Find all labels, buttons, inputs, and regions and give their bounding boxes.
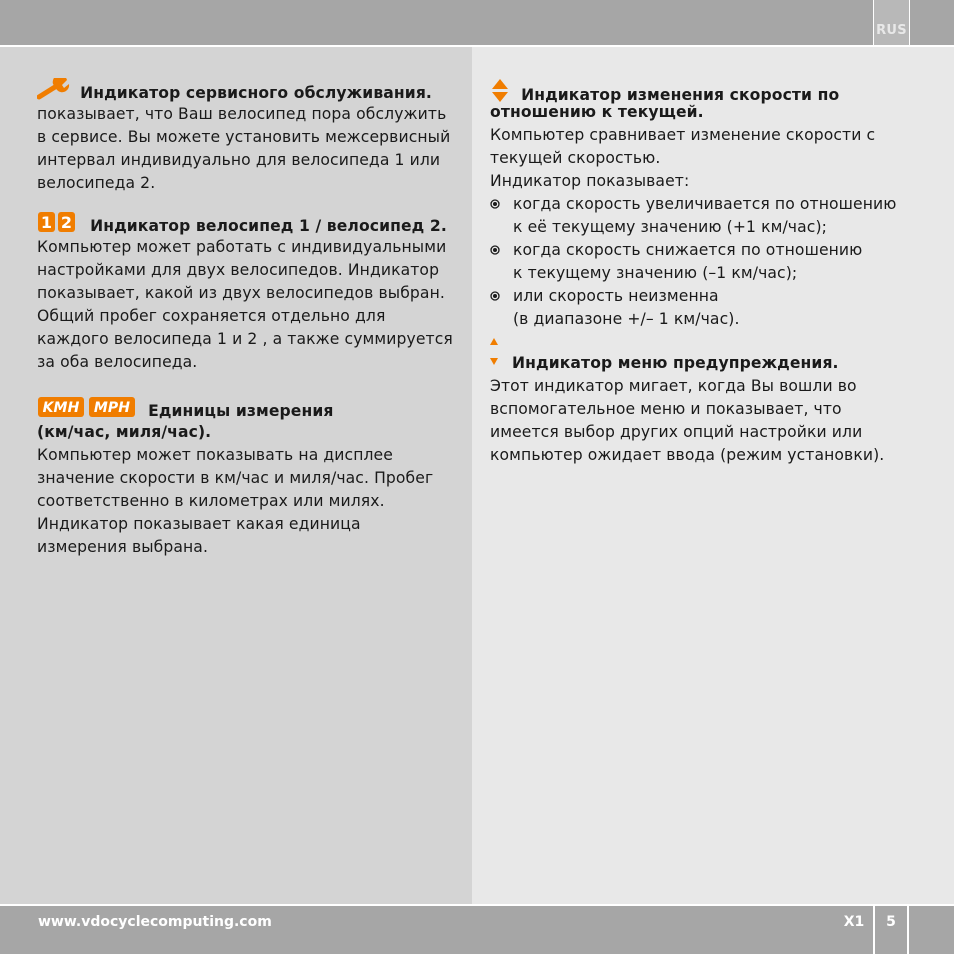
units-line: соответственно в километрах или милях.: [37, 492, 385, 510]
units-line: измерения выбрана.: [37, 538, 209, 556]
bike-line: Общий пробег сохраняется отдельно для: [37, 307, 386, 325]
speed-line: текущей скоростью.: [490, 149, 661, 167]
speed-line: Индикатор показывает:: [490, 172, 690, 190]
units-line: Индикатор показывает какая единица: [37, 515, 361, 533]
bullet-text: к её текущему значению (+1 км/час);: [513, 218, 827, 236]
service-line: интервал индивидуально для велосипеда 1 или: [37, 151, 441, 169]
speed-line: Компьютер сравнивает изменение скорости с: [490, 126, 876, 144]
page-number: 5: [886, 914, 896, 930]
bullet-icon: [490, 245, 500, 255]
units-title-2: (км/час, миля/час).: [37, 423, 212, 441]
warning-line: вспомогательное меню и показывает, что: [490, 400, 842, 418]
footer-model: X1: [843, 914, 865, 930]
kmh-label: KMH: [42, 400, 80, 416]
units-line: Компьютер может показывать на дисплее: [37, 446, 393, 464]
speed-title-2: отношению к текущей.: [490, 103, 704, 121]
bike-line: Компьютер может работать с индивидуальными: [37, 238, 447, 256]
warning-line: имеется выбор других опций настройки или: [490, 423, 863, 441]
bullet-text: или скорость неизменна: [513, 287, 719, 305]
bike-line: за оба велосипеда.: [37, 353, 198, 371]
bullet-item: [490, 285, 897, 308]
units-kmh-mph-icon: [37, 396, 137, 418]
units-title: Единицы измерения: [148, 402, 334, 420]
mph-label: MPH: [93, 400, 131, 416]
svg-text:2: 2: [60, 213, 73, 232]
bullet-icon: [490, 199, 500, 209]
bullet-text: (в диапазоне +/– 1 км/час).: [513, 310, 740, 328]
bike-title: Индикатор велосипед 1 / велосипед 2.: [90, 217, 447, 235]
wrench-icon: [37, 78, 71, 100]
bike-section: [37, 211, 453, 374]
bullet-text: к текущему значению (–1 км/час);: [513, 264, 798, 282]
footer-url[interactable]: www.vdocyclecomputing.com: [38, 914, 272, 930]
speed-section: [490, 78, 897, 331]
bullet-text: когда скорость снижается по отношению: [513, 241, 863, 259]
speed-title: Индикатор изменения скорости по: [521, 86, 840, 104]
units-line: значение скорости в км/час и миля/час. Пробег: [37, 469, 434, 487]
svg-text:1: 1: [40, 213, 53, 232]
service-line: показывает, что Ваш велосипед пора обслужить: [37, 105, 447, 123]
warning-title: Индикатор меню предупреждения.: [512, 354, 839, 372]
warning-section: [490, 352, 884, 467]
bike-line: каждого велосипеда 1 и 2 , а также суммируется: [37, 330, 453, 348]
bike-line: настройками для двух велосипедов. Индикатор: [37, 261, 440, 279]
service-line: в сервисе. Вы можете установить межсервисный: [37, 128, 451, 146]
warning-line: Этот индикатор мигает, когда Вы вошли во: [490, 377, 857, 395]
footer-divider: [907, 906, 909, 954]
header-bar: [0, 0, 954, 45]
bullet-item: [490, 239, 897, 262]
service-line: велосипеда 2.: [37, 174, 156, 192]
footer-bar: [0, 904, 954, 954]
service-title: Индикатор сервисного обслуживания.: [80, 84, 432, 102]
bullet-item: [490, 193, 897, 216]
bullet-text: когда скорость увеличивается по отношению: [513, 195, 897, 213]
bike-1-2-icon: [37, 211, 77, 233]
units-section: [37, 396, 433, 559]
language-tab: [873, 0, 910, 45]
service-section: [37, 78, 450, 195]
bullet-icon: [490, 291, 500, 301]
bike-line: показывает, какой из двух велосипедов выбран.: [37, 284, 445, 302]
warning-line: компьютер ожидает ввода (режим установки).: [490, 446, 885, 464]
language-label: RUS: [876, 23, 907, 38]
